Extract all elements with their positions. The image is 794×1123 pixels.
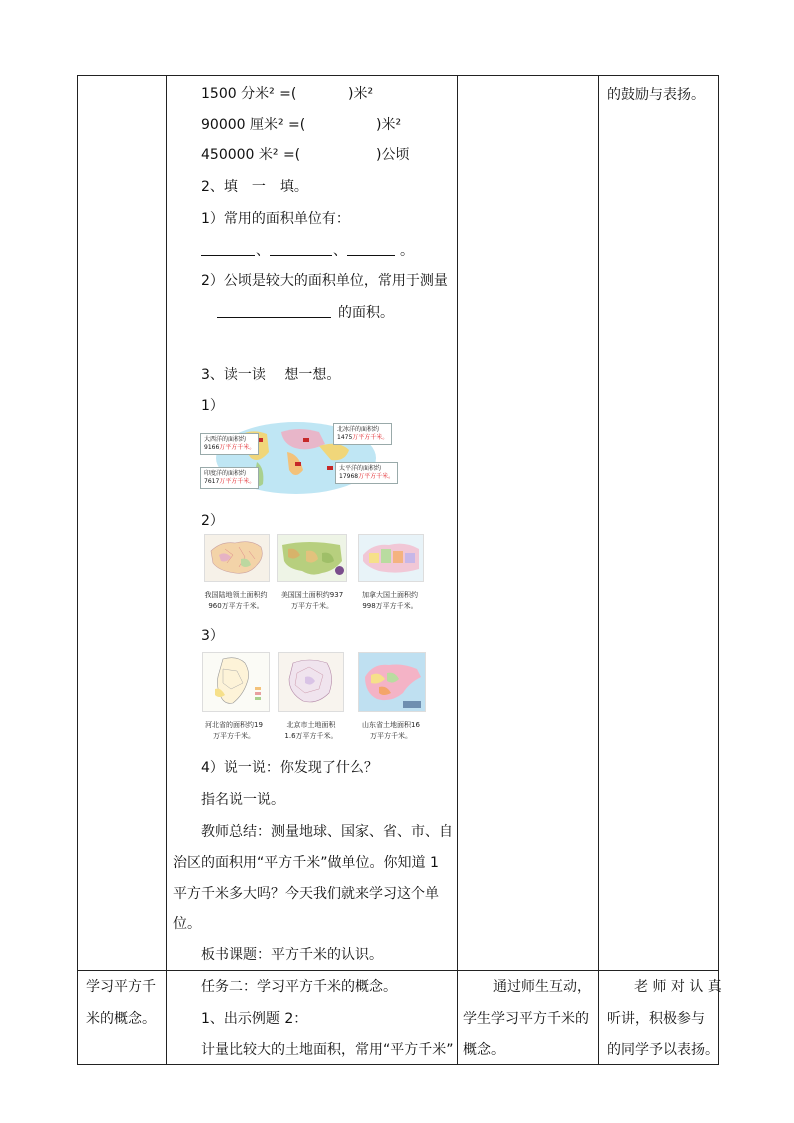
canada-caption — [354, 590, 426, 612]
example-2-text: 1、出示例题 2： — [201, 1011, 308, 1027]
equation-2-right: )米² — [376, 117, 402, 133]
task-2-title: 任务二：学习平方千米的概念。 — [201, 979, 397, 995]
point-text: 指名说一说。 — [201, 792, 285, 808]
indian-unit: 万平方千米。 — [219, 478, 256, 485]
china-caption — [200, 590, 272, 612]
summary-line-2: 治区的面积用“平方千米”做单位。你知道 1 — [173, 855, 439, 871]
usa-map — [277, 534, 347, 582]
usa-caption-line2: 万平方千米。 — [291, 602, 333, 610]
beijing-caption — [275, 720, 347, 742]
atlantic-name: 大西洋的面积约 — [204, 436, 247, 443]
q3-title: 3、读一读 想一想。 — [201, 367, 341, 383]
row2-col3-line1: 通过师生互动， — [493, 979, 591, 995]
blank-line-1 — [201, 255, 255, 256]
row2-col4-line1: 老 师 对 认 真 — [634, 979, 722, 995]
praise-text: 的鼓励与表扬。 — [607, 87, 705, 103]
row2-col1-line1: 学习平方千 — [86, 979, 156, 995]
usa-caption-line1: 美国国土面积约937 — [280, 591, 344, 599]
q2-2-text: 2）公顷是较大的面积单位，常用于测量 — [201, 273, 448, 289]
summary-line-1: 教师总结：测量地球、国家、省、市、自 — [201, 824, 453, 840]
indian-value: 7617 — [204, 478, 220, 485]
q2-title: 2、填 一 填。 — [201, 179, 308, 195]
summary-line-4: 位。 — [173, 916, 201, 932]
shandong-map-graphic — [359, 653, 425, 711]
equation-1-right: )米² — [348, 86, 374, 102]
beijing-caption-line1: 北京市土地面积 — [286, 721, 336, 729]
q4-text: 4）说一说：你发现了什么？ — [201, 760, 378, 776]
arctic-callout — [333, 423, 392, 445]
shandong-map — [358, 652, 426, 712]
row2-col3-line2: 学生学习平方千米的 — [463, 1011, 589, 1027]
blank-line-4 — [217, 317, 331, 318]
usa-caption — [276, 590, 348, 612]
hebei-map — [202, 652, 270, 712]
canada-caption-line2: 998万平方千米。 — [362, 602, 418, 610]
col-border-left — [77, 75, 78, 1065]
china-map-graphic — [205, 535, 269, 581]
hebei-caption-line2: 万平方千米。 — [213, 732, 255, 740]
pacific-unit: 万平方千米。 — [358, 473, 395, 480]
col-border-1 — [166, 75, 167, 1065]
canada-map — [358, 534, 424, 582]
table-bottom-border — [77, 1064, 719, 1065]
pacific-value: 17968 — [339, 473, 359, 480]
table-top-border — [77, 75, 719, 76]
shandong-caption-line1: 山东省土地面积16 — [362, 721, 420, 729]
hebei-map-graphic — [203, 653, 269, 711]
equation-2-left: 90000 厘米² =( — [201, 117, 306, 133]
col-border-right — [718, 75, 719, 1065]
summary-line-3: 平方千米多大吗？今天我们就来学习这个单 — [173, 886, 439, 902]
q2-1-text: 1）常用的面积单位有： — [201, 211, 350, 227]
col-border-3 — [598, 75, 599, 1065]
q2-1-end: 。 — [400, 243, 414, 259]
canada-map-graphic — [359, 535, 423, 581]
china-caption-line2: 960万平方千米。 — [208, 602, 264, 610]
row-divider — [77, 970, 719, 971]
row2-col3-line3: 概念。 — [463, 1042, 505, 1058]
row2-col1-line2: 米的概念。 — [86, 1011, 156, 1027]
china-map — [204, 534, 270, 582]
label-1: 1） — [201, 398, 224, 414]
hebei-caption-line1: 河北省的面积约19 — [205, 721, 263, 729]
pacific-callout — [335, 462, 398, 484]
label-2: 2） — [201, 513, 224, 529]
equation-1-left: 1500 分米² =( — [201, 86, 297, 102]
row2-col4-line3: 的同学予以表扬。 — [607, 1042, 719, 1058]
label-3: 3） — [201, 628, 224, 644]
arctic-unit: 万平方千米。 — [352, 434, 389, 441]
atlantic-callout — [200, 433, 259, 455]
china-caption-line1: 我国陆地领土面积约 — [204, 591, 268, 599]
q2-2-end: 的面积。 — [338, 305, 394, 321]
equation-3-left: 450000 米² =( — [201, 147, 301, 163]
equation-3-right: )公顷 — [376, 147, 410, 163]
blank-line-2 — [270, 255, 332, 256]
shandong-caption — [354, 720, 428, 742]
sep-2: 、 — [333, 243, 347, 259]
hebei-caption — [197, 720, 271, 742]
beijing-map-graphic — [279, 653, 343, 711]
beijing-map — [278, 652, 344, 712]
measure-text: 计量比较大的土地面积，常用“平方千米” — [201, 1042, 454, 1058]
row2-col4-line2: 听讲，积极参与 — [607, 1011, 705, 1027]
sep-1: 、 — [256, 243, 270, 259]
atlantic-unit: 万平方千米。 — [219, 444, 256, 451]
indian-name: 印度洋的面积约 — [204, 470, 247, 477]
canada-caption-line1: 加拿大国土面积约 — [362, 591, 418, 599]
arctic-name: 北冰洋的面积约 — [337, 426, 380, 433]
shandong-caption-line2: 万平方千米。 — [370, 732, 412, 740]
map-pin-icon — [335, 566, 344, 575]
blank-line-3 — [347, 255, 395, 256]
beijing-caption-line2: 1.6万平方千米。 — [284, 732, 338, 740]
col-border-2 — [457, 75, 458, 1065]
pacific-name: 太平洋的面积约 — [339, 465, 382, 472]
indian-callout — [200, 467, 259, 489]
board-text: 板书课题：平方千米的认识。 — [201, 947, 383, 963]
atlantic-value: 9166 — [204, 444, 220, 451]
arctic-value: 1475 — [337, 434, 353, 441]
